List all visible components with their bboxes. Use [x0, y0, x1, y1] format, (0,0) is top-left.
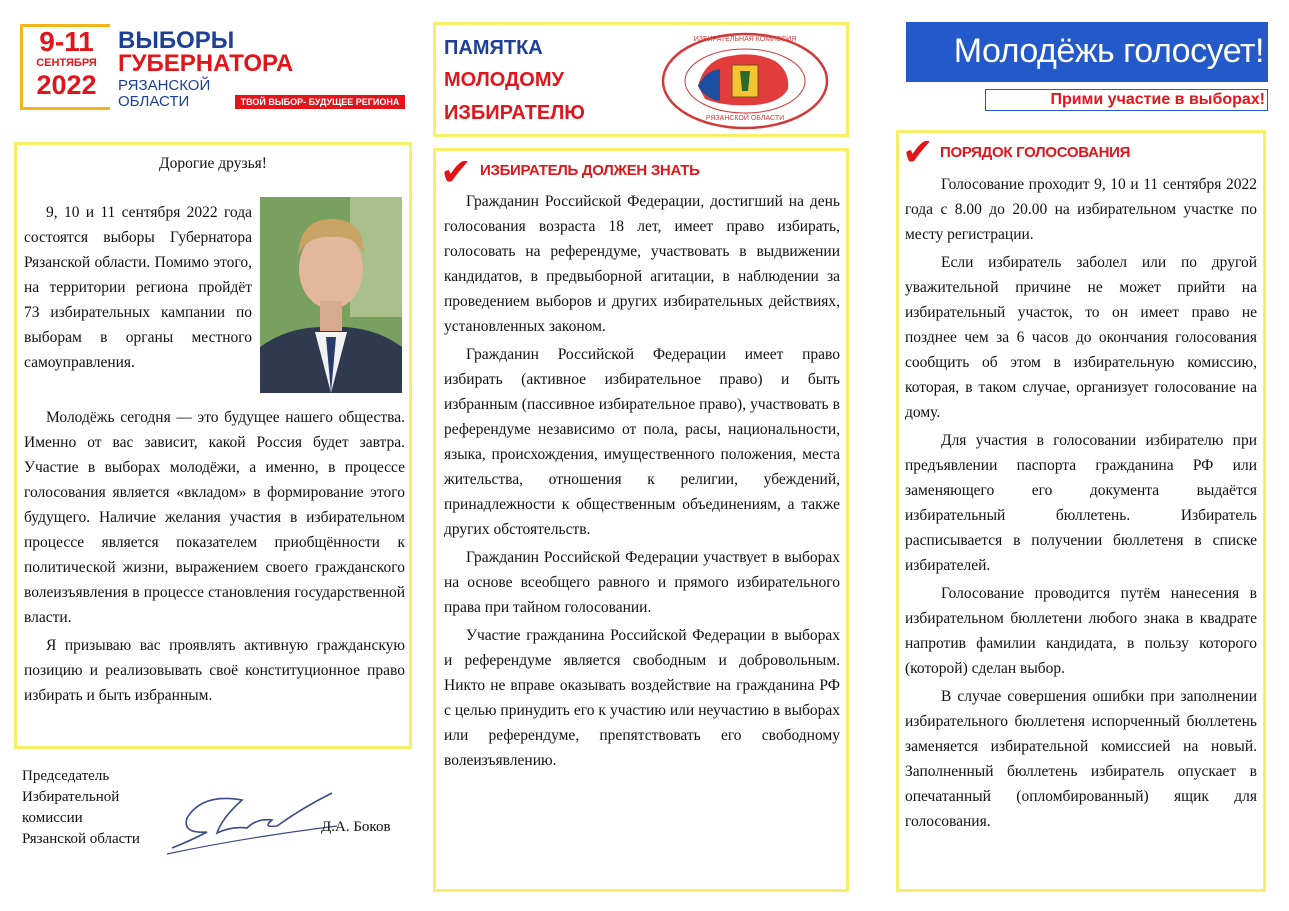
voting-procedure-heading: ПОРЯДОК ГОЛОСОВАНИЯ: [940, 144, 1131, 161]
signature-image: [162, 788, 342, 858]
voting-procedure-box: [896, 130, 1266, 892]
voter-knowledge-para-3: Гражданин Российской Федерации участвует в выборах на основе всеобщего равного и прямого избирательного права при тайном голосовании.: [444, 549, 840, 616]
voting-procedure-para-5: В случае совершения ошибки при заполнении избирательного бюллетеня испорченный бюллетень заменяется избирательной комиссией на новый. Заполненный бюллетень избиратель опускает в опечатанный (опломбированный) ящик для голосования.: [905, 688, 1257, 830]
greeting-box: [14, 142, 412, 749]
memo-title-3: ИЗБИРАТЕЛЮ: [444, 102, 585, 124]
memo-title-2: МОЛОДОМУ: [444, 69, 564, 91]
voter-knowledge-para-4: Участие гражданина Российской Федерации в выборах и референдуме является свободным и добровольным. Никто не вправе оказывать воздействие на гражданина РФ с целью принудить его к участию или неучастию в выборах или референдуме, препятствовать его свободному волеизъявлению.: [444, 627, 840, 769]
logo-title-1: ВЫБОРЫ: [118, 27, 235, 54]
logo-slogan: ТВОЙ ВЫБОР- БУДУЩЕЕ РЕГИОНА: [235, 95, 405, 109]
portrait-illustration: [260, 197, 402, 393]
greeting-text-1: 9, 10 и 11 сентября 2022 года состоятся выборы Губернатора Рязанской области. Помимо этого, на территории региона пройдёт 73 избирательных кампании по выборам в органы местного самоуправления.: [24, 204, 252, 371]
greeting-text-2: Молодёжь сегодня — это будущее нашего общества. Именно от вас зависит, какой Россия будет завтра. Участие в выборах молодёжи, а именно, в процессе голосования является «вкладом» в формирование этого будущего. Наличие желания участия в избирательном процессе является показателем приобщённости к политической жизни, выражением своего гражданского волеизъявления в процессе становления государственной власти.: [24, 409, 405, 626]
youth-votes-banner: Молодёжь голосует!: [906, 22, 1268, 82]
voter-knowledge-text: [444, 189, 840, 773]
greeting-heading: Дорогие друзья!: [159, 155, 267, 172]
voting-procedure-para-3: Для участия в голосовании избирателю при предъявлении паспорта гражданина РФ или заменяющего его документа выдаётся избирательный бюллетень. Избиратель расписывается в получении бюллетеня в списке избирателей.: [905, 432, 1257, 574]
participate-subbanner: Прими участие в выборах!: [985, 89, 1268, 111]
checkmark-icon: ✔: [440, 150, 472, 194]
memo-header-box: [433, 22, 849, 137]
voting-procedure-text: [905, 172, 1257, 834]
greeting-text-3: Я призываю вас проявлять активную гражданскую позицию и реализовывать своё конституционное право избирать и быть избранным.: [24, 637, 405, 704]
checkmark-icon: ✔: [902, 130, 934, 174]
greeting-paragraphs-rest: [24, 405, 405, 708]
logo-region-1: РЯЗАНСКОЙ: [118, 77, 211, 94]
voter-knowledge-para-2: Гражданин Российской Федерации имеет право избирать (активное избирательное право) и быть избранным (пассивное избирательное право), участвовать в референдуме независимо от пола, расы, национальности, языка, происхождения, имущественного положения, места жительства, отношения к религии, убеждений, принадлежности к общественным объединениям, а также других обстоятельств.: [444, 346, 840, 538]
signature-name: Д.А. Боков: [321, 819, 391, 835]
logo-title-2: ГУБЕРНАТОРА: [118, 50, 294, 77]
signature-title: Председатель Избирательной комиссии Рязанской области: [22, 768, 140, 847]
voter-knowledge-heading: ИЗБИРАТЕЛЬ ДОЛЖЕН ЗНАТЬ: [480, 162, 700, 179]
logo-year: 2022: [36, 70, 97, 100]
commission-emblem: [660, 31, 830, 131]
voting-procedure-para-2: Если избиратель заболел или по другой уважительной причине не может прийти на избирательный участок, то он имеет право не позднее чем за 6 часов до окончания голосования сообщить об этом в избирательную комиссию, которая, в таком случае, организует голосование на дому.: [905, 254, 1257, 421]
voting-procedure-para-1: Голосование проходит 9, 10 и 11 сентября 2022 года с 8.00 до 20.00 на избирательном участке по месту регистрации.: [905, 176, 1257, 243]
logo-date-range: 9-11: [39, 26, 94, 57]
logo-region-2: ОБЛАСТИ: [118, 93, 190, 110]
emblem-top-text: ИЗБИРАТЕЛЬНАЯ КОМИССИЯ: [693, 36, 797, 43]
greeting-paragraph-1: [24, 200, 252, 375]
election-logo: [20, 24, 410, 112]
logo-date-block: [20, 24, 110, 110]
memo-title-1: ПАМЯТКА: [444, 37, 543, 59]
voter-knowledge-box: [433, 148, 849, 892]
voter-knowledge-para-1: Гражданин Российской Федерации, достигший на день голосования возраста 18 лет, имеет право избирать, голосовать на референдуме, участвовать в выдвижении кандидатов, в предвыборной агитации, в наблюдении за проведением выборов и других избирательных действиях, установленных законом.: [444, 193, 840, 335]
logo-month: СЕНТЯБРЯ: [36, 57, 97, 69]
voting-procedure-para-4: Голосование проводится путём нанесения в избирательном бюллетени любого знака в квадрате напротив фамилии кандидата, в пользу которого (которой) сделан выбор.: [905, 585, 1257, 677]
emblem-bottom-text: РЯЗАНСКОЙ ОБЛАСТИ: [705, 115, 785, 122]
chairman-portrait: [260, 197, 402, 393]
